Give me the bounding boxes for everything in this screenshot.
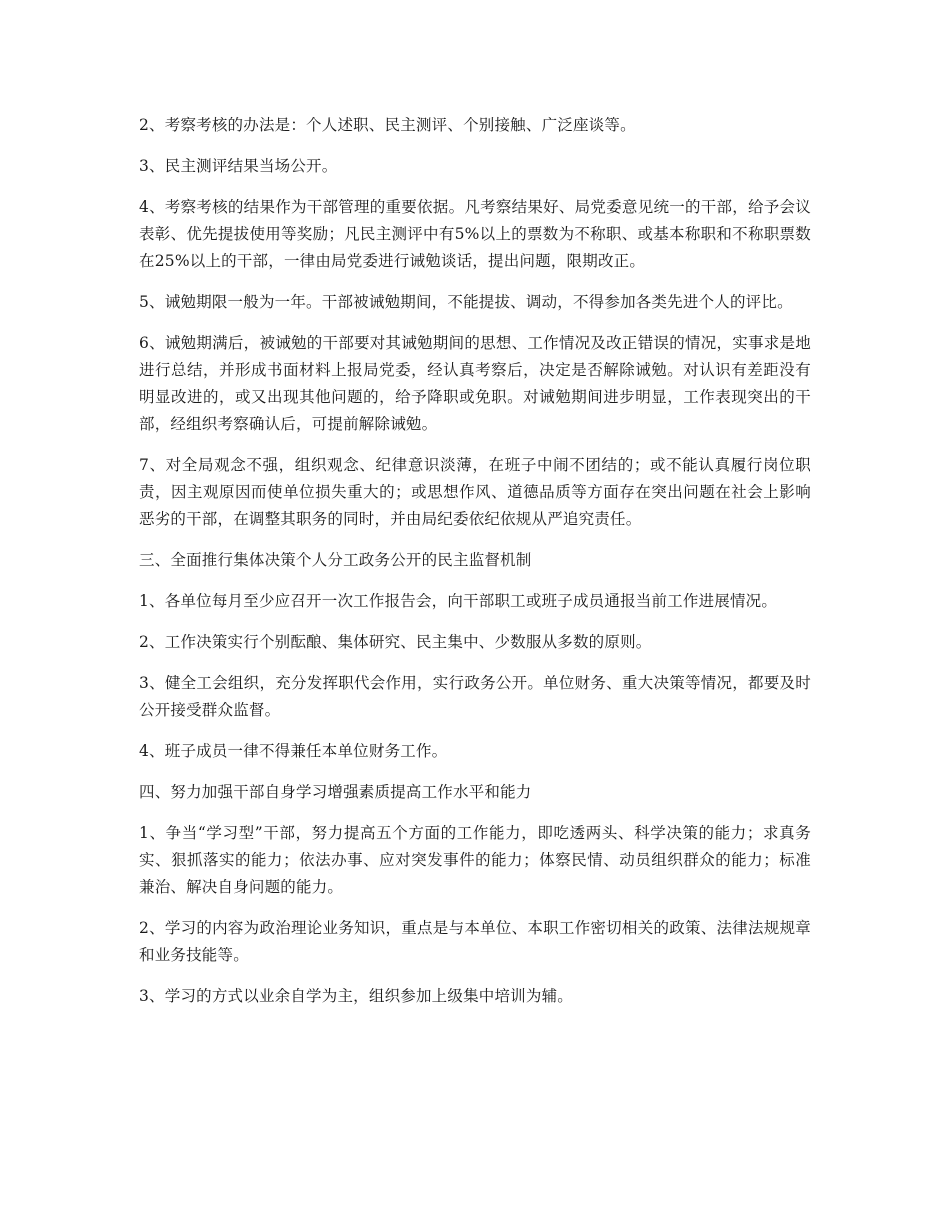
paragraph-item: 1、各单位每月至少应召开一次工作报告会，向干部职工或班子成员通报当前工作进展情况。	[139, 592, 778, 610]
paragraph-item: 7、对全局观念不强，组织观念、纪律意识淡薄，在班子中闹不团结的；或不能认真履行岗位职责，因主观原因而使单位损失重大的；或思想作风、道德品质等方面存在突出问题在社会上影响恶劣的干部，在调整其职务的同时，并由局纪委依纪依规从严追究责任。	[139, 456, 811, 528]
paragraph-item: 3、健全工会组织，充分发挥职代会作用，实行政务公开。单位财务、重大决策等情况，都要及时公开接受群众监督。	[139, 674, 811, 719]
paragraph-item: 3、学习的方式以业余自学为主，组织参加上级集中培训为辅。	[139, 987, 573, 1005]
paragraph-item: 2、学习的内容为政治理论业务知识，重点是与本单位、本职工作密切相关的政策、法律法规规章和业务技能等。	[139, 919, 811, 964]
paragraph-item: 5、诫勉期限一般为一年。干部被诫勉期间，不能提拔、调动，不得参加各类先进个人的评比。	[139, 293, 793, 311]
paragraph-item: 6、诫勉期满后，被诫勉的干部要对其诫勉期间的思想、工作情况及改正错误的情况，实事求是地进行总结，并形成书面材料上报局党委，经认真考察后，决定是否解除诫勉。对认识有差距没有明显改进的，或又出现其他问题的，给予降职或免职。对诫勉期间进步明显，工作表现突出的干部，经组织考察确认后，可提前解除诫勉。	[139, 334, 811, 433]
paragraph-item: 1、争当“学习型”干部，努力提高五个方面的工作能力，即吃透两头、科学决策的能力；求真务实、狠抓落实的能力；依法办事、应对突发事件的能力；体察民情、动员组织群众的能力；标准兼治、解决自身问题的能力。	[139, 824, 811, 896]
paragraph-item: 2、工作决策实行个别酝酿、集体研究、民主集中、少数服从多数的原则。	[139, 633, 652, 651]
section-heading: 三、全面推行集体决策个人分工政务公开的民主监督机制	[139, 551, 532, 569]
paragraph-item: 2、考察考核的办法是：个人述职、民主测评、个别接触、广泛座谈等。	[139, 116, 636, 134]
section-heading: 四、努力加强干部自身学习增强素质提高工作水平和能力	[139, 783, 532, 801]
paragraph-item: 3、民主测评结果当场公开。	[139, 157, 338, 175]
paragraph-item: 4、考察考核的结果作为干部管理的重要依据。凡考察结果好、局党委意见统一的干部，给予会议表彰、优先提拔使用等奖励；凡民主测评中有5%以上的票数为不称职、或基本称职和不称职票数在25%以上的干部，一律由局党委进行诫勉谈话，提出问题，限期改正。	[139, 198, 811, 270]
document-page	[139, 112, 811, 1024]
paragraph-item: 4、班子成员一律不得兼任本单位财务工作。	[139, 742, 448, 760]
